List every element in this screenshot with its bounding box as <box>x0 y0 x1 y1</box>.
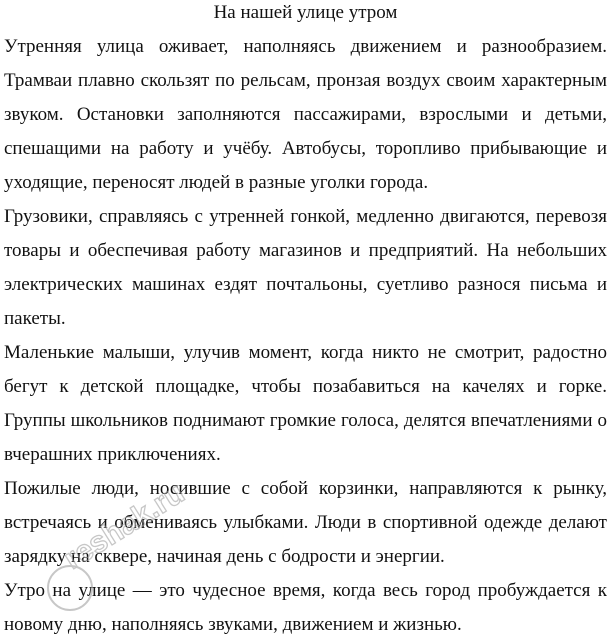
paragraph-1: Утренняя улица оживает, наполняясь движением и разнообразием. Трамваи плавно скользят по рельсам, пронзая воздух своим характерным звуком. Остановки заполняются пассажирами, взрослыми и детьми, спешащими на работу и учёбу. Автобусы, торопливо прибывающие и уходящие, переносят людей в разные уголки города. <box>4 36 607 193</box>
paragraph-4: Пожилые люди, носившие с собой корзинки, направляются к рынку, встречаясь и обмениваясь улыбками. Люди в спортивной одежде делают зарядку на сквере, начиная день с бодрости и энергии. <box>4 478 607 567</box>
watermark-text: reshak.ru <box>58 476 191 576</box>
paragraph-2: Грузовики, справляясь с утренней гонкой, медленно двигаются, перевозя товары и обеспечивая работу магазинов и предприятий. На небольших электрических машинах ездят почтальоны, суетливо разнося письма и пакеты. <box>4 206 607 329</box>
paragraph-3: Маленькие малыши, улучив момент, когда никто не смотрит, радостно бегут к детской площадке, чтобы позабавиться на качелях и горке. Группы школьников поднимают громкие голоса, делятся впечатлениями о вчерашних приключениях. <box>4 342 607 465</box>
document-title: На нашей улице утром <box>213 2 398 23</box>
paragraph-5: Утро на улице — это чудесное время, когда весь город пробуждается к новому дню, наполняясь звуками, движением и жизнью. <box>4 580 607 635</box>
